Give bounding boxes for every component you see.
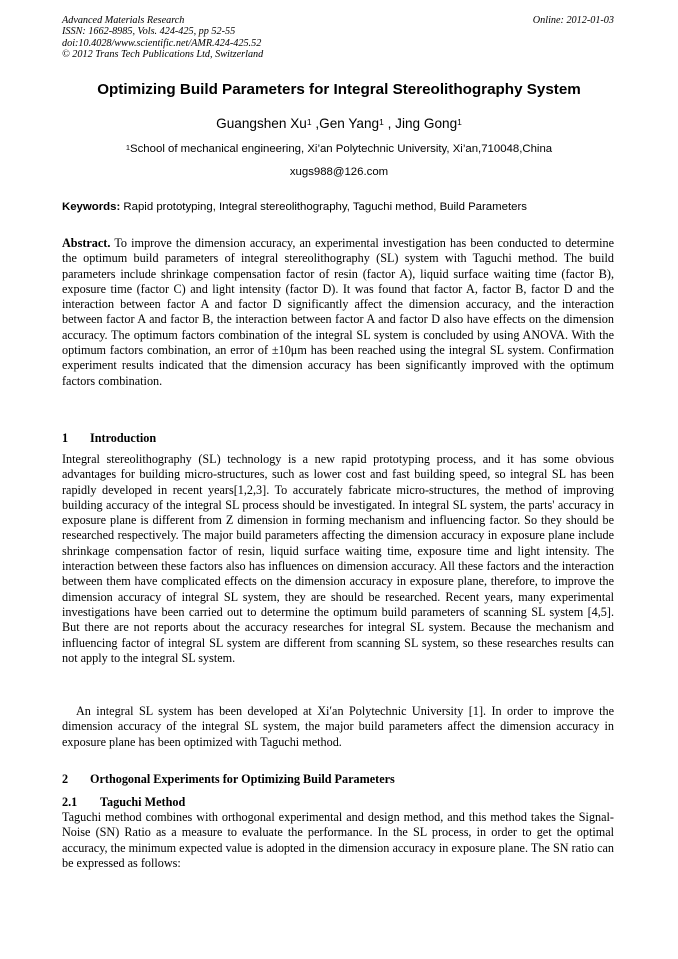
abstract: [62, 236, 614, 389]
keywords: [62, 201, 622, 213]
journal-header: [62, 15, 263, 60]
online-date: Online: 2012-01-03: [532, 15, 614, 26]
section-heading: [62, 431, 156, 446]
paper-title: Optimizing Build Parameters for Integral Stereolithography System: [97, 81, 581, 98]
section-title: Introduction: [90, 431, 157, 445]
section-number: 1: [62, 431, 69, 445]
author-name: Jing Gong: [395, 116, 458, 131]
author-name: Guangshen Xu: [216, 116, 307, 131]
body-paragraph: An integral SL system has been developed at Xi′an Polytechnic University [1]. In order to improve the dimension accuracy of the integral SL system, the major build parameters affect the dimension accuracy in exposure plane has been optimized with Taguchi method.: [62, 704, 614, 749]
journal-name: Advanced Materials Research: [62, 15, 185, 26]
subsection-heading: [62, 795, 185, 810]
affiliation-mark: 1: [125, 143, 131, 152]
subsection-title: Taguchi Method: [100, 795, 186, 809]
affiliation: [0, 143, 678, 155]
section-number: 2: [62, 772, 69, 786]
author-affil-mark: 1: [457, 117, 462, 127]
author-list: [0, 116, 678, 131]
issn-line: ISSN: 1662-8985, Vols. 424-425, pp 52-55: [62, 26, 236, 38]
affiliation-text: School of mechanical engineering, Xi’an Polytechnic University, Xi’an,710048,China: [130, 143, 553, 155]
body-paragraph: Taguchi method combines with orthogonal experimental and design method, and this method takes the Signal-Noise (SN) Ratio as a measure to evaluate the performance. In the SL process, in order to get the optimal accuracy, the minimum expected value is adopted in the dimension accuracy in exposure plane. The SN ratio can be expressed as follows:: [62, 810, 614, 870]
body-paragraph: Integral stereolithography (SL) technology is a new rapid prototyping process, and it has some obvious advantages for building micro-structures, such as lower cost and fast building speed, so integral SL has been rapidly developed in recent years[1,2,3]. To accurately fabricate micro-structures, the method of improving building accuracy of the integral SL process should be investigated. In integral SL system, the parts' accuracy in exposure plane is different from Z dimension in forming mechanism and influencing factor. So they should be researched respectively. The major build parameters affecting the dimension accuracy in exposure plane include shrinkage compensation factor of resin, liquid surface waiting time, exposure time and light intensity. The interaction between these factors also has influences on dimension accuracy. All these factors and the interaction between them have complicated effects on the dimension accuracy in exposure plane, therefore, to improve the dimension accuracy of integral SL system, they are should be researched. Recent years, many experimental investigations have been carried out to determine the optimum build parameters of scanning SL system [4,5]. But there are not reports about the accuracy researches for integral SL system. Because the mechanism and influencing factor of integral SL system are different from scanning SL system, so these researches results can not apply to the integral SL system.: [62, 452, 614, 665]
author-separator: ,: [311, 116, 320, 131]
abstract-text: To improve the dimension accuracy, an experimental investigation has been conducted to determine the optimum build parameters of integral stereolithography (SL) system with Taguchi method. The build parameters include shrinkage compensation factor of resin (factor A), liquid surface waiting time (factor B), exposure time (factor C) and light intensity (factor D). It was found that factor A, factor B, factor D and the interaction between factor A and factor D significantly affect the dimension accuracy, and the interaction between factor A and factor B, the interaction between factor A and factor D also have effects on the dimension accuracy. The optimum factors combination of the integral SL system is concluded by using ANOVA. With the optimum factors combination, an error of ±10μm has been reached using the integral SL system. Confirmation experiment results indicated that the dimension accuracy has been significantly improved with the optimum factors combination.: [62, 236, 615, 388]
section-title: Orthogonal Experiments for Optimizing Build Parameters: [90, 772, 395, 786]
author-separator: ,: [383, 116, 396, 131]
keywords-label: Keywords:: [62, 201, 121, 213]
abstract-label: Abstract.: [62, 236, 111, 250]
author-name: Gen Yang: [319, 116, 380, 131]
author-email: xugs988@126.com: [289, 166, 389, 178]
keywords-text: Rapid prototyping, Integral stereolithography, Taguchi method, Build Parameters: [123, 201, 527, 213]
subsection-number: 2.1: [62, 795, 78, 809]
author-affil-mark: 1: [306, 117, 312, 127]
copyright-line: © 2012 Trans Tech Publications Ltd, Switzerland: [62, 48, 264, 60]
doi-line: doi:10.4028/www.scientific.net/AMR.424-425.52: [62, 37, 262, 49]
author-affil-mark: 1: [379, 117, 384, 127]
section-heading: [62, 772, 395, 787]
